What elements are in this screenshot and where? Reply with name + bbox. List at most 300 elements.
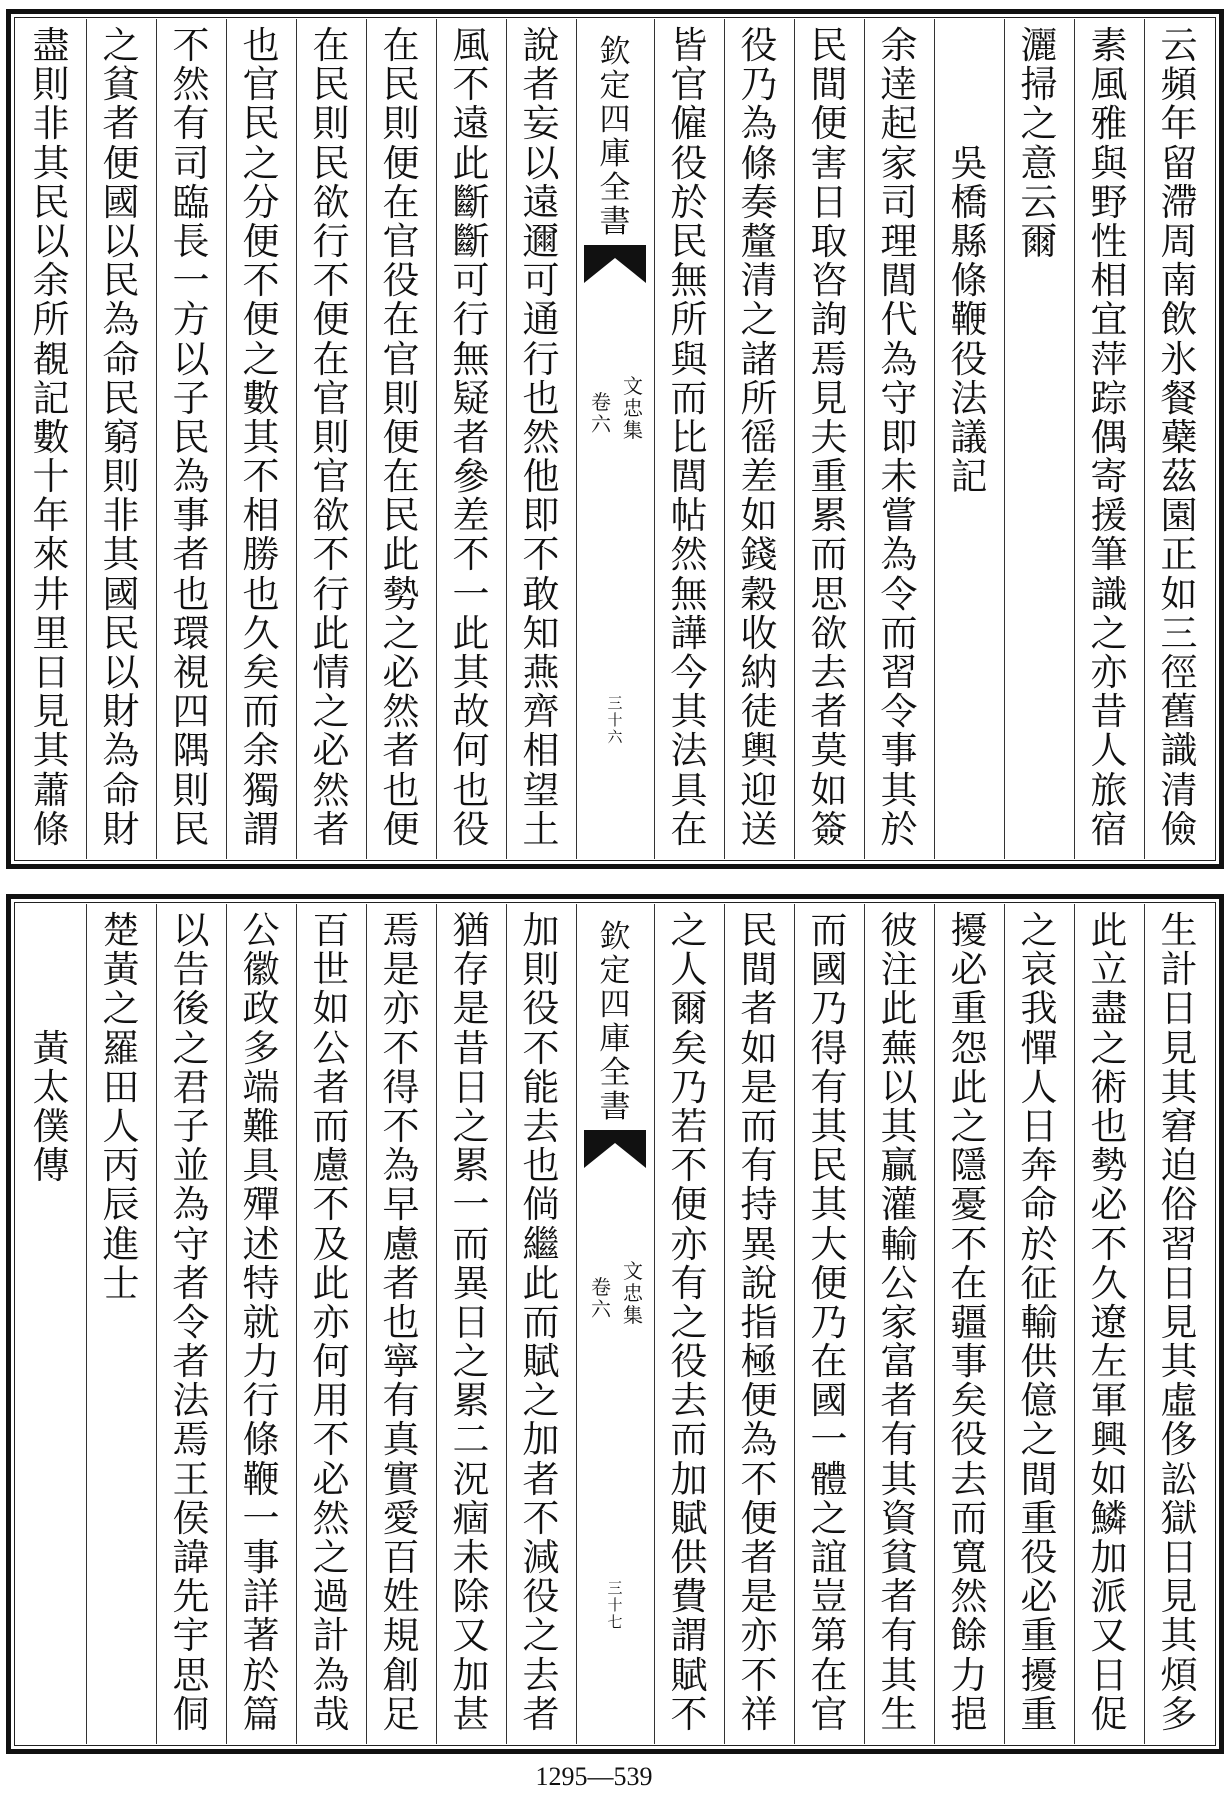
glyph: 其 xyxy=(880,1457,918,1501)
glyph: 就 xyxy=(242,1300,280,1344)
text-block xyxy=(16,904,1214,1744)
glyph: 井 xyxy=(32,572,70,616)
glyph: 徒 xyxy=(740,690,778,734)
glyph: 其 xyxy=(810,1183,848,1227)
glyph: 亦 xyxy=(740,1614,778,1658)
column-right-2 xyxy=(1074,911,1144,1734)
glyph: 除 xyxy=(452,1575,490,1619)
glyph: 真 xyxy=(382,1418,420,1462)
glyph: 而 xyxy=(810,909,848,952)
glyph: 也 xyxy=(452,768,490,812)
glyph: 而 xyxy=(312,1104,350,1148)
glyph: 焉 xyxy=(810,337,848,381)
glyph: 日 xyxy=(1160,1261,1198,1305)
glyph: 加 xyxy=(670,1457,708,1501)
glyph: 詳 xyxy=(242,1575,280,1619)
glyph: 然 xyxy=(172,63,210,107)
glyph: 則 xyxy=(32,63,70,107)
glyph: 甚 xyxy=(452,1692,490,1736)
glyph: 子 xyxy=(172,376,210,420)
glyph: 日 xyxy=(452,1065,490,1109)
glyph: 可 xyxy=(522,259,560,303)
margin-leaf-number xyxy=(576,695,654,746)
glyph: 其 xyxy=(242,415,280,459)
glyph: 野 xyxy=(1090,180,1128,224)
glyph: 重 xyxy=(950,987,988,1031)
glyph: 憂 xyxy=(950,1183,988,1227)
glyph: 重 xyxy=(1020,1496,1058,1540)
glyph: 逹 xyxy=(880,63,918,107)
glyph: 未 xyxy=(452,1536,490,1579)
glyph: 忠 xyxy=(623,1281,643,1305)
glyph: 役 xyxy=(950,337,988,381)
glyph: 者 xyxy=(172,1261,210,1305)
glyph: 及 xyxy=(312,1222,350,1266)
glyph: 矣 xyxy=(670,1026,708,1070)
glyph: 行 xyxy=(312,572,350,616)
glyph: 穀 xyxy=(740,572,778,616)
glyph: 諱 xyxy=(172,1536,210,1579)
glyph: 條 xyxy=(32,807,70,851)
glyph: 重 xyxy=(1020,1614,1058,1658)
glyph: 卷 xyxy=(591,1275,611,1299)
glyph: 家 xyxy=(880,141,918,185)
glyph: 簽 xyxy=(810,807,848,851)
glyph: 哉 xyxy=(312,1692,350,1736)
glyph: 日 xyxy=(1020,1104,1058,1148)
glyph: 此 xyxy=(312,611,350,655)
glyph: 吳 xyxy=(950,141,988,185)
glyph: 重 xyxy=(1020,1692,1058,1736)
glyph: 則 xyxy=(382,376,420,420)
column-right-1 xyxy=(1144,26,1214,849)
glyph: 相 xyxy=(1090,259,1128,303)
glyph: 三 xyxy=(607,694,623,712)
glyph: 隱 xyxy=(950,1144,988,1188)
glyph: 欽 xyxy=(599,34,631,70)
glyph: 宿 xyxy=(1090,807,1128,851)
glyph: 相 xyxy=(522,729,560,773)
glyph: 民 xyxy=(740,909,778,952)
glyph: 者 xyxy=(522,63,560,107)
glyph: 所 xyxy=(32,298,70,342)
glyph: 而 xyxy=(810,533,848,577)
glyph: 風 xyxy=(1090,63,1128,107)
glyph: 國 xyxy=(102,572,140,616)
glyph: 舊 xyxy=(1160,690,1198,734)
glyph: 事 xyxy=(880,729,918,773)
glyph: 其 xyxy=(880,1104,918,1148)
glyph: 遠 xyxy=(452,102,490,146)
glyph: 辰 xyxy=(102,1183,140,1227)
glyph: 述 xyxy=(242,1222,280,1266)
glyph: 錢 xyxy=(740,533,778,577)
glyph: 視 xyxy=(172,651,210,694)
glyph: 輸 xyxy=(1020,1300,1058,1344)
glyph: 不 xyxy=(522,533,560,577)
column-left-1 xyxy=(506,26,576,849)
glyph: 命 xyxy=(102,337,140,381)
glyph: 持 xyxy=(740,1183,778,1227)
glyph: 此 xyxy=(312,1261,350,1305)
glyph: 里 xyxy=(32,611,70,655)
glyph: 庫 xyxy=(599,136,631,172)
glyph: 灑 xyxy=(1020,24,1058,67)
glyph: 十 xyxy=(607,711,623,729)
glyph: 遠 xyxy=(522,180,560,224)
glyph: 者 xyxy=(522,1457,560,1501)
glyph: 役 xyxy=(950,1418,988,1462)
glyph: 之 xyxy=(950,1104,988,1148)
glyph: 哀 xyxy=(1020,948,1058,992)
glyph: 役 xyxy=(670,141,708,185)
glyph: 其 xyxy=(880,768,918,812)
glyph: 旅 xyxy=(1090,768,1128,812)
fishtail-mark xyxy=(576,1130,654,1170)
glyph: 鞭 xyxy=(242,1457,280,1501)
margin-leaf-number xyxy=(576,1580,654,1631)
glyph: 斷 xyxy=(452,180,490,224)
glyph: 司 xyxy=(172,141,210,185)
glyph: 在 xyxy=(810,1340,848,1384)
glyph: 日 xyxy=(810,180,848,224)
glyph: 爾 xyxy=(1020,219,1058,263)
glyph: 為 xyxy=(880,337,918,381)
glyph: 力 xyxy=(950,1653,988,1697)
glyph: 民 xyxy=(102,611,140,655)
glyph: 官 xyxy=(382,337,420,381)
glyph: 而 xyxy=(522,1300,560,1344)
glyph: 慮 xyxy=(382,1222,420,1266)
glyph: 送 xyxy=(740,807,778,851)
glyph: 便 xyxy=(382,415,420,459)
glyph: 可 xyxy=(452,259,490,303)
glyph: 之 xyxy=(312,690,350,734)
glyph: 便 xyxy=(102,141,140,185)
glyph: 有 xyxy=(172,102,210,146)
glyph: 謂 xyxy=(242,807,280,851)
glyph: 二 xyxy=(452,1418,490,1462)
glyph: 足 xyxy=(382,1692,420,1736)
glyph: 筆 xyxy=(1090,533,1128,577)
glyph: 累 xyxy=(452,1144,490,1188)
glyph: 資 xyxy=(880,1496,918,1540)
glyph: 非 xyxy=(32,102,70,146)
glyph: 見 xyxy=(810,376,848,420)
glyph: 閭 xyxy=(670,455,708,499)
glyph: 生 xyxy=(880,1692,918,1736)
glyph: 然 xyxy=(950,1575,988,1619)
glyph: 國 xyxy=(810,1379,848,1423)
glyph: 太 xyxy=(32,1065,70,1109)
glyph: 累 xyxy=(452,1379,490,1423)
glyph: 為 xyxy=(740,1418,778,1462)
glyph: 令 xyxy=(880,690,918,734)
glyph: 相 xyxy=(242,494,280,538)
glyph: 然 xyxy=(522,415,560,459)
glyph: 日 xyxy=(452,1300,490,1344)
glyph: 隅 xyxy=(172,729,210,773)
glyph: 云 xyxy=(1020,180,1058,224)
glyph: 鞭 xyxy=(950,298,988,342)
glyph: 昔 xyxy=(452,1026,490,1070)
glyph: 其 xyxy=(880,1653,918,1697)
glyph: 通 xyxy=(522,298,560,342)
glyph: 為 xyxy=(382,1144,420,1188)
glyph: 者 xyxy=(172,533,210,577)
glyph: 宜 xyxy=(1090,298,1128,342)
glyph: 去 xyxy=(950,1457,988,1501)
glyph: 勝 xyxy=(242,533,280,577)
glyph: 見 xyxy=(32,690,70,734)
fishtail-shape xyxy=(584,1130,646,1168)
glyph: 不 xyxy=(312,259,350,303)
glyph: 勢 xyxy=(382,572,420,616)
column-left-5 xyxy=(226,26,296,849)
glyph: 計 xyxy=(1160,948,1198,992)
glyph: 興 xyxy=(1090,1418,1128,1462)
glyph: 久 xyxy=(242,611,280,655)
glyph: 迎 xyxy=(740,768,778,812)
glyph: 久 xyxy=(1090,1261,1128,1305)
glyph: 之 xyxy=(670,909,708,952)
glyph: 何 xyxy=(312,1340,350,1384)
margin-book-title xyxy=(618,1260,648,1326)
glyph: 宇 xyxy=(172,1614,210,1658)
glyph: 見 xyxy=(1160,1575,1198,1619)
glyph: 之 xyxy=(1020,1418,1058,1462)
glyph: 便 xyxy=(740,1496,778,1540)
glyph: 夫 xyxy=(810,415,848,459)
glyph: 諸 xyxy=(740,337,778,381)
glyph: 之 xyxy=(1090,1026,1128,1070)
glyph: 不 xyxy=(950,1222,988,1266)
glyph: 必 xyxy=(950,948,988,992)
glyph: 日 xyxy=(1090,1653,1128,1697)
glyph: 家 xyxy=(880,1300,918,1344)
glyph: 其 xyxy=(1160,1340,1198,1384)
glyph: 也 xyxy=(242,24,280,67)
glyph: 者 xyxy=(810,690,848,734)
glyph: 條 xyxy=(740,141,778,185)
glyph: 政 xyxy=(242,987,280,1031)
glyph: 亦 xyxy=(382,987,420,1031)
glyph: 其 xyxy=(452,651,490,694)
glyph: 世 xyxy=(312,948,350,992)
glyph: 人 xyxy=(102,1104,140,1148)
glyph: 為 xyxy=(102,298,140,342)
glyph: 去 xyxy=(522,1653,560,1697)
glyph: 昔 xyxy=(1090,690,1128,734)
glyph: 命 xyxy=(102,768,140,812)
glyph: 便 xyxy=(810,102,848,146)
glyph: 日 xyxy=(1160,1536,1198,1579)
glyph: 異 xyxy=(452,1261,490,1305)
glyph: 者 xyxy=(172,1340,210,1384)
glyph: 數 xyxy=(32,415,70,459)
glyph: 異 xyxy=(740,1222,778,1266)
glyph: 此 xyxy=(950,1065,988,1109)
glyph: 官 xyxy=(312,376,350,420)
glyph: 也 xyxy=(522,1144,560,1188)
glyph: 重 xyxy=(810,455,848,499)
glyph: 說 xyxy=(740,1261,778,1305)
glyph: 之 xyxy=(670,1300,708,1344)
glyph: 清 xyxy=(740,259,778,303)
column-right-8 xyxy=(654,26,724,849)
glyph: 庫 xyxy=(599,1021,631,1057)
glyph: 官 xyxy=(810,1692,848,1736)
glyph: 數 xyxy=(242,376,280,420)
column-right-6 xyxy=(794,26,864,849)
glyph: 存 xyxy=(452,948,490,992)
glyph: 必 xyxy=(382,651,420,694)
glyph: 役 xyxy=(1020,1536,1058,1579)
glyph: 軍 xyxy=(1090,1379,1128,1423)
glyph: 蕭 xyxy=(32,768,70,812)
glyph: 即 xyxy=(522,494,560,538)
glyph: 一 xyxy=(810,1418,848,1462)
column-left-1 xyxy=(506,911,576,1734)
glyph: 奏 xyxy=(740,180,778,224)
glyph: 清 xyxy=(1160,768,1198,812)
glyph: 實 xyxy=(382,1457,420,1501)
glyph: 具 xyxy=(670,768,708,812)
glyph: 爾 xyxy=(670,987,708,1031)
glyph: 之 xyxy=(452,1340,490,1384)
glyph: 於 xyxy=(242,1653,280,1697)
glyph: 欲 xyxy=(810,611,848,655)
glyph: 以 xyxy=(32,219,70,263)
column-left-2 xyxy=(436,26,506,849)
glyph: 之 xyxy=(740,298,778,342)
glyph: 繼 xyxy=(522,1222,560,1266)
glyph: 勢 xyxy=(1090,1144,1128,1188)
glyph: 便 xyxy=(810,1261,848,1305)
glyph: 與 xyxy=(670,337,708,381)
glyph: 注 xyxy=(880,948,918,992)
glyph: 民 xyxy=(172,807,210,851)
glyph: 年 xyxy=(32,494,70,538)
glyph: 條 xyxy=(242,1418,280,1462)
glyph: 奔 xyxy=(1020,1144,1058,1188)
glyph: 寧 xyxy=(382,1340,420,1384)
glyph: 一 xyxy=(172,259,210,303)
glyph: 此 xyxy=(1090,909,1128,952)
glyph: 迫 xyxy=(1160,1144,1198,1188)
glyph: 官 xyxy=(242,63,280,107)
glyph: 侯 xyxy=(172,1496,210,1540)
glyph: 賦 xyxy=(522,1340,560,1384)
glyph: 間 xyxy=(810,63,848,107)
glyph: 雅 xyxy=(1090,102,1128,146)
glyph: 正 xyxy=(1160,533,1198,577)
glyph: 便 xyxy=(242,298,280,342)
glyph: 窮 xyxy=(102,415,140,459)
glyph: 慮 xyxy=(312,1144,350,1188)
glyph: 然 xyxy=(382,690,420,734)
glyph: 也 xyxy=(382,1300,420,1344)
glyph: 亦 xyxy=(670,1222,708,1266)
glyph: 而 xyxy=(670,376,708,420)
glyph: 彼 xyxy=(880,909,918,952)
glyph: 民 xyxy=(102,259,140,303)
glyph: 有 xyxy=(880,1614,918,1658)
glyph: 所 xyxy=(740,376,778,420)
glyph: 王 xyxy=(172,1457,210,1501)
glyph: 他 xyxy=(522,455,560,499)
glyph: 儉 xyxy=(1160,807,1198,851)
glyph: 去 xyxy=(670,1379,708,1423)
column-left-7 xyxy=(86,26,156,849)
glyph: 難 xyxy=(242,1104,280,1148)
glyph: 役 xyxy=(522,987,560,1031)
glyph: 費 xyxy=(670,1575,708,1619)
glyph: 譁 xyxy=(670,611,708,655)
column-right-8 xyxy=(654,911,724,1734)
glyph: 役 xyxy=(740,24,778,67)
glyph: 虛 xyxy=(1160,1379,1198,1423)
glyph: 在 xyxy=(382,180,420,224)
glyph: 滯 xyxy=(1160,180,1198,224)
column-left-3 xyxy=(366,26,436,849)
glyph: 之 xyxy=(102,987,140,1031)
glyph: 欲 xyxy=(312,494,350,538)
glyph: 民 xyxy=(32,180,70,224)
column-left-3 xyxy=(366,911,436,1734)
glyph: 不 xyxy=(312,533,350,577)
glyph: 集 xyxy=(623,418,643,442)
glyph: 是 xyxy=(382,948,420,992)
glyph: 黃 xyxy=(102,948,140,992)
column-right-7 xyxy=(724,911,794,1734)
glyph: 不 xyxy=(740,1457,778,1501)
glyph: 為 xyxy=(312,1653,350,1697)
glyph: 挹 xyxy=(950,1692,988,1736)
glyph: 官 xyxy=(382,219,420,263)
column-left-6 xyxy=(156,911,226,1734)
glyph: 縣 xyxy=(950,219,988,263)
glyph: 以 xyxy=(880,1065,918,1109)
glyph: 則 xyxy=(172,768,210,812)
glyph: 侗 xyxy=(172,1692,210,1736)
glyph: 代 xyxy=(880,298,918,342)
glyph: 欲 xyxy=(312,180,350,224)
glyph: 莫 xyxy=(810,729,848,773)
glyph: 三 xyxy=(607,1579,623,1597)
glyph: 四 xyxy=(599,102,631,138)
glyph: 不 xyxy=(242,259,280,303)
glyph: 篇 xyxy=(242,1692,280,1736)
glyph: 灌 xyxy=(880,1183,918,1227)
glyph: 貧 xyxy=(880,1536,918,1579)
glyph: 民 xyxy=(382,63,420,107)
glyph: 以 xyxy=(172,909,210,952)
glyph: 也 xyxy=(1090,1104,1128,1148)
glyph: 特 xyxy=(242,1261,280,1305)
glyph: 役 xyxy=(382,259,420,303)
glyph: 者 xyxy=(880,1379,918,1423)
upper-leaf xyxy=(6,9,1224,869)
glyph: 不 xyxy=(382,1104,420,1148)
glyph: 如 xyxy=(1160,572,1198,616)
glyph: 是 xyxy=(740,1065,778,1109)
glyph: 之 xyxy=(382,611,420,655)
glyph: 余 xyxy=(880,24,918,67)
glyph: 贏 xyxy=(880,1144,918,1188)
glyph: 便 xyxy=(242,219,280,263)
glyph: 行 xyxy=(312,219,350,263)
